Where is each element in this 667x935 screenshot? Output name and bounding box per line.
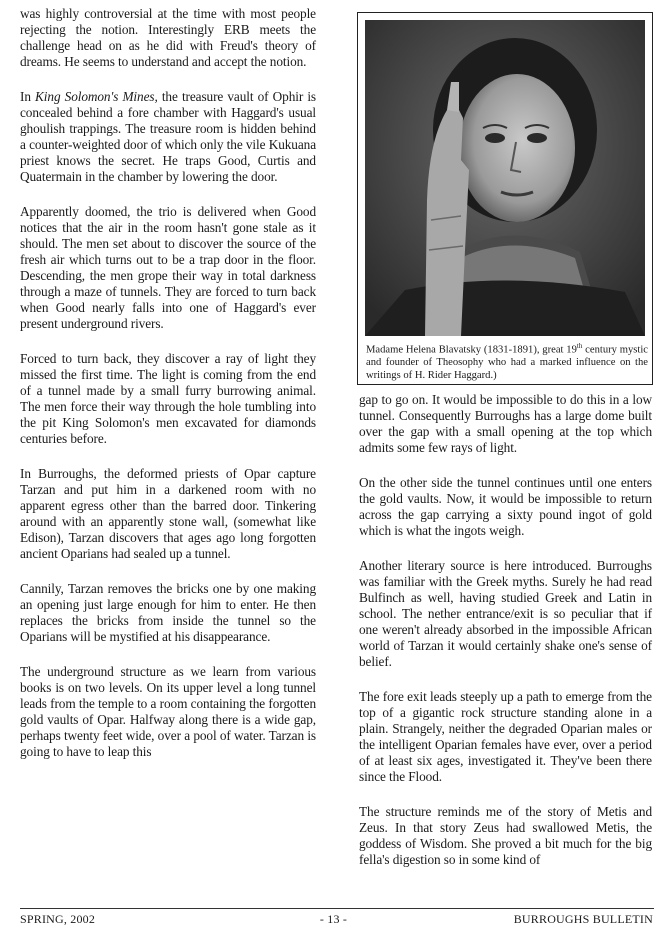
paragraph: On the other side the tunnel continues until one enters the gold vaults. Now, it would be impossible to return across the gap carrying a sixty pound ingot of gold which is what the ingots weigh. (359, 475, 652, 538)
footer-divider (20, 908, 654, 909)
portrait-image (365, 20, 645, 336)
paragraph: In Burroughs, the deformed priests of Opar capture Tarzan and put him in a darkened room with no apparent egress other than the barred door. Tinkering around with an apparently stone wall, (somewhat like Edison), Tarzan discovers that ages ago long forgotten ancient Oparians had sealed up a tunnel. (20, 466, 316, 561)
right-column (359, 392, 652, 868)
photo-caption: Madame Helena Blavatsky (1831-1891), great 19th century mystic and founder of Theosophy who had a marked influence on the writings of H. Rider Haggard.) (366, 342, 649, 381)
paragraph: was highly controversial at the time with most people rejecting the notion. Interestingly ERB meets the challenge head on as he did with Freud's theory of dreams. He seems to understand and accept the notion. (20, 6, 316, 69)
paragraph: Apparently doomed, the trio is delivered when Good notices that the air in the room hasn't gone stale as it should. The men set about to discover the source of the fresh air which turns out to be a trap door in the floor. Descending, the men grope their way in total darkness through a maze of tunnels. They are forced to turn back when Good nearly falls into one of Haggard's ever present underground rivers. (20, 204, 316, 331)
paragraph: Cannily, Tarzan removes the bricks one by one making an opening just large enough for him to enter. He then replaces the bricks from inside the tunnel so the Oparians will be mystified at his disappearance. (20, 581, 316, 644)
footer-page-number: - 13 - (319, 912, 348, 926)
portrait-photo (365, 20, 645, 336)
paragraph: Another literary source is here introduced. Burroughs was familiar with the Greek myths. Surely he had read Bulfinch as well, having studied Greek and Latin in school. The nether entrance/exit is so peculiar that if one weren't already absorbed in the impossible African world of Tarzan it would certainly shake one's sense of belief. (359, 558, 652, 669)
paragraph: In King Solomon's Mines, the treasure vault of Ophir is concealed behind a fore chamber with Haggard's usual ghoulish trappings. The treasure room is hidden behind a counter-weighted door of which only the vile Kukuana priest knows the secret. He traps Good, Curtis and Quatermain in the chamber by lowering the door. (20, 89, 316, 184)
footer-publication-title: BURROUGHS BULLETIN (513, 912, 653, 926)
paragraph: Forced to turn back, they discover a ray of light they missed the first time. The light is coming from the end of a tunnel made by a small furry burrowing animal. The men force their way through the hole tumbling into the pit King Solomon's men excavated for diamonds centuries before. (20, 351, 316, 446)
paragraph: The structure reminds me of the story of Metis and Zeus. In that story Zeus had swallowed Metis, the goddess of Wisdom. She proved a bit much for the big fella's digestion so in some kind of (359, 804, 652, 867)
paragraph: The fore exit leads steeply up a path to emerge from the top of a gigantic rock structure standing alone in a plain. Strangely, neither the degraded Oparian males or the intelligent Oparian females have ever, over a period of at least six ages, investigated it. They've been there since the Flood. (359, 689, 652, 784)
photo-figure (357, 12, 653, 385)
paragraph: The underground structure as we learn from various books is on two levels. On its upper level a long tunnel leads from the temple to a room containing the forgotten gold vaults of Opar. Halfway along there is a wide gap, perhaps twenty feet wide, over a pool of water. Tarzan is going to have to leap this (20, 664, 316, 759)
left-column (20, 6, 316, 760)
paragraph: gap to go on. It would be impossible to do this in a low tunnel. Consequently Burroughs has a large dome built over the gap with a small opening at the top which admits some few rays of light. (359, 392, 652, 455)
footer-issue-date: SPRING, 2002 (20, 912, 96, 926)
book-title: King Solomon's Mines, (35, 89, 158, 104)
